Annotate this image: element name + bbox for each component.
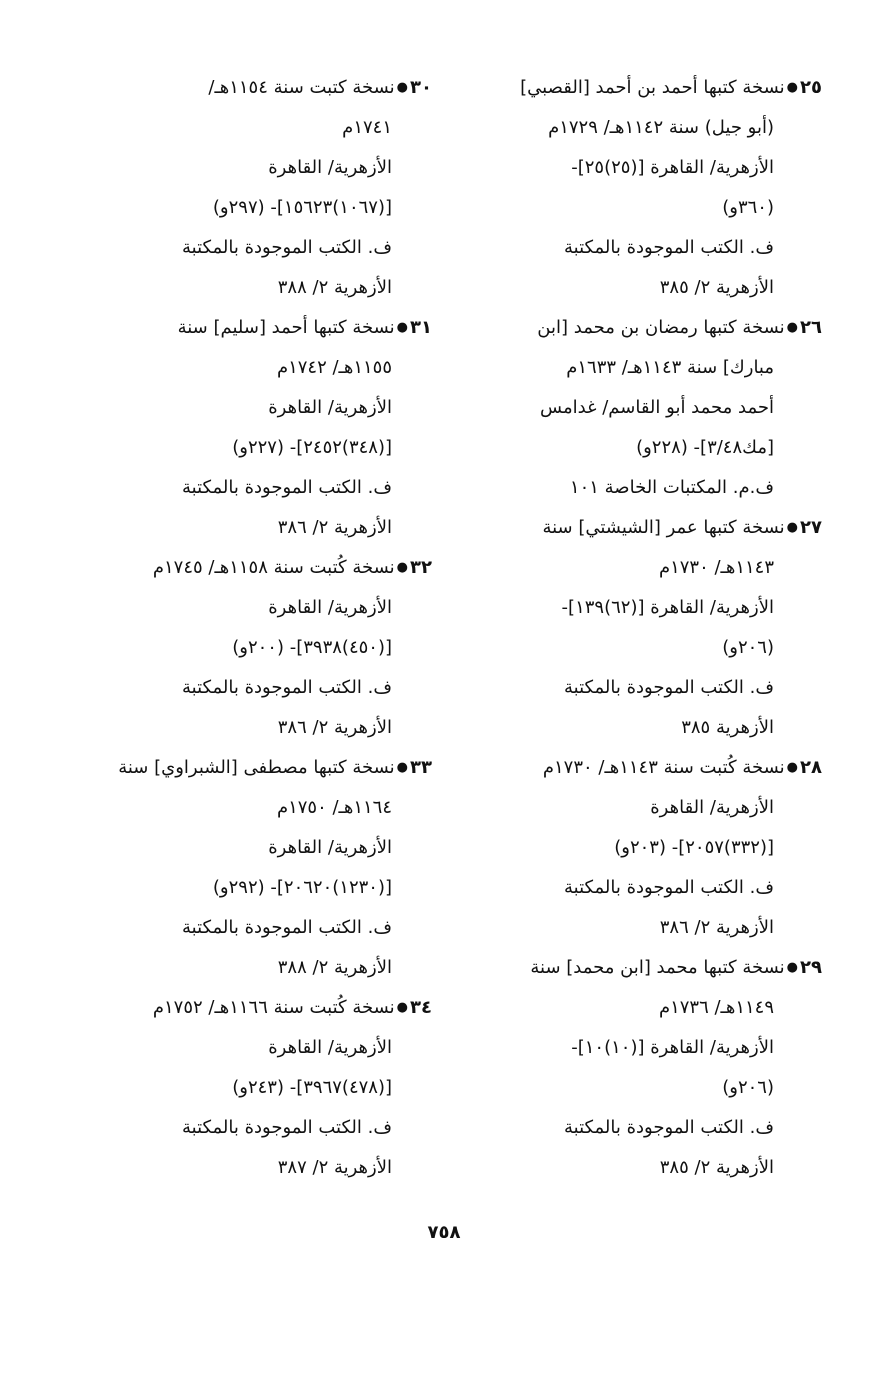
entry-line: أحمد محمد أبو القاسم/ غدامس — [540, 397, 774, 418]
entry-number: ٣٠ — [410, 77, 432, 98]
catalog-entry — [72, 68, 432, 308]
entry-first-line — [452, 508, 822, 548]
entry-text: نسخة كتبها أحمد [سليم] سنة — [177, 317, 395, 338]
entry-first-line — [452, 748, 822, 788]
entry-line: الأزهرية ٢/ ٣٨٦ — [277, 517, 392, 538]
catalog-entry — [72, 988, 432, 1188]
entry-line: ف. الكتب الموجودة بالمكتبة — [182, 237, 392, 258]
bullet-icon: ● — [786, 80, 799, 95]
entry-line: ف. الكتب الموجودة بالمكتبة — [182, 677, 392, 698]
entry-line: الأزهرية ٢/ ٣٨٨ — [277, 277, 392, 298]
bullet-icon: ● — [786, 760, 799, 775]
entry-line: الأزهرية ٢/ ٣٨٥ — [659, 1157, 774, 1178]
entry-first-line — [72, 68, 432, 108]
entry-text: نسخة كتبت سنة ١١٥٤هـ/ — [208, 77, 395, 98]
entry-line: ف. الكتب الموجودة بالمكتبة — [182, 477, 392, 498]
left-column — [72, 68, 432, 1188]
entry-first-line — [72, 548, 432, 588]
entry-number: ٣٤ — [410, 997, 432, 1018]
entry-text: نسخة كُتبت سنة ١١٤٣هـ/ ١٧٣٠م — [542, 757, 785, 778]
entry-line: الأزهرية/ القاهرة — [268, 397, 392, 418]
bullet-icon: ● — [396, 320, 409, 335]
entry-text: نسخة كُتبت سنة ١١٥٨هـ/ ١٧٤٥م — [152, 557, 395, 578]
entry-number: ٢٦ — [800, 317, 822, 338]
entry-first-line — [452, 68, 822, 108]
entry-first-line — [72, 308, 432, 348]
entry-text: نسخة كتبها مصطفى [الشبراوي] سنة — [118, 757, 395, 778]
entry-line: ف. الكتب الموجودة بالمكتبة — [182, 1117, 392, 1138]
bullet-icon: ● — [396, 560, 409, 575]
bullet-icon: ● — [786, 320, 799, 335]
bullet-icon: ● — [396, 760, 409, 775]
bullet-icon: ● — [786, 960, 799, 975]
entry-line: الأزهرية ٢/ ٣٨٥ — [659, 277, 774, 298]
entry-text: نسخة كتبها رمضان بن محمد [ابن — [537, 317, 785, 338]
entry-first-line — [452, 308, 822, 348]
entry-line: ف.م. المكتبات الخاصة ١٠١ — [569, 477, 774, 498]
entry-line: الأزهرية/ القاهرة [(١٠)١٠]- — [571, 1037, 774, 1058]
entry-first-line — [72, 988, 432, 1028]
entry-first-line — [452, 948, 822, 988]
entry-line: [(٤٧٨)٣٩٦٧]- (٢٤٣و) — [232, 1077, 392, 1098]
entry-number: ٣٣ — [410, 757, 432, 778]
entry-line: الأزهرية/ القاهرة — [268, 157, 392, 178]
entry-line: ١١٤٣هـ/ ١٧٣٠م — [658, 557, 774, 578]
entry-line: [(١٠٦٧)١٥٦٢٣]- (٢٩٧و) — [212, 197, 392, 218]
bullet-icon: ● — [396, 1000, 409, 1015]
entry-line: الأزهرية/ القاهرة — [268, 597, 392, 618]
entry-number: ٣١ — [410, 317, 432, 338]
entry-line: (٣٦٠و) — [722, 197, 774, 218]
entry-line: [(٤٥٠)٣٩٣٨]- (٢٠٠و) — [232, 637, 392, 658]
entry-line: الأزهرية ٢/ ٣٨٦ — [277, 717, 392, 738]
entry-first-line — [72, 748, 432, 788]
catalog-entry — [452, 68, 822, 308]
entry-line: الأزهرية/ القاهرة [(٦٢)١٣٩]- — [561, 597, 774, 618]
entry-line: ف. الكتب الموجودة بالمكتبة — [564, 677, 774, 698]
entry-number: ٢٨ — [800, 757, 822, 778]
entry-text: نسخة كتبها عمر [الشيشتي] سنة — [542, 517, 785, 538]
entry-line: الأزهرية ٣٨٥ — [681, 717, 774, 738]
entry-line: [(١٢٣٠)٢٠٦٢٠]- (٢٩٢و) — [212, 877, 392, 898]
entry-line: الأزهرية ٢/ ٣٨٨ — [277, 957, 392, 978]
entry-line: الأزهرية ٢/ ٣٨٧ — [277, 1157, 392, 1178]
entry-line: مبارك] سنة ١١٤٣هـ/ ١٦٣٣م — [566, 357, 774, 378]
entry-line: (٢٠٦و) — [722, 637, 774, 658]
entry-line: ١١٦٤هـ/ ١٧٥٠م — [276, 797, 392, 818]
bullet-icon: ● — [396, 80, 409, 95]
entry-line: ف. الكتب الموجودة بالمكتبة — [564, 1117, 774, 1138]
entry-line: الأزهرية/ القاهرة — [268, 1037, 392, 1058]
catalog-entry — [72, 748, 432, 988]
entry-line: الأزهرية/ القاهرة — [650, 797, 774, 818]
entry-line: الأزهرية/ القاهرة [(٢٥)٢٥]- — [571, 157, 774, 178]
catalog-entry — [452, 308, 822, 508]
entry-line: الأزهرية ٢/ ٣٨٦ — [659, 917, 774, 938]
entry-line: (أبو جيل) سنة ١١٤٢هـ/ ١٧٢٩م — [548, 117, 774, 138]
entry-line: [مك٣/٤٨]- (٢٢٨و) — [636, 437, 774, 458]
entry-text: نسخة كتبها أحمد بن أحمد [القصبي] — [520, 77, 785, 98]
entry-text: نسخة كُتبت سنة ١١٦٦هـ/ ١٧٥٢م — [152, 997, 395, 1018]
entry-number: ٣٢ — [410, 557, 432, 578]
entry-line: ١٧٤١م — [342, 117, 392, 138]
page-number: ٧٥٨ — [427, 1222, 461, 1243]
right-column — [452, 68, 822, 1188]
entry-number: ٢٧ — [800, 517, 822, 538]
entry-line: [(٣٤٨)٢٤٥٢]- (٢٢٧و) — [232, 437, 392, 458]
entry-text: نسخة كتبها محمد [ابن محمد] سنة — [530, 957, 785, 978]
entry-line: ١١٤٩هـ/ ١٧٣٦م — [658, 997, 774, 1018]
entry-number: ٢٥ — [800, 77, 822, 98]
entry-line: ١١٥٥هـ/ ١٧٤٢م — [276, 357, 392, 378]
bullet-icon: ● — [786, 520, 799, 535]
catalog-entry — [452, 748, 822, 948]
catalog-entry — [452, 508, 822, 748]
entry-line: ف. الكتب الموجودة بالمكتبة — [564, 877, 774, 898]
entry-line: ف. الكتب الموجودة بالمكتبة — [564, 237, 774, 258]
entry-line: (٢٠٦و) — [722, 1077, 774, 1098]
catalog-entry — [72, 548, 432, 748]
entry-line: ف. الكتب الموجودة بالمكتبة — [182, 917, 392, 938]
entry-line: الأزهرية/ القاهرة — [268, 837, 392, 858]
catalog-entry — [452, 948, 822, 1188]
entry-number: ٢٩ — [800, 957, 822, 978]
catalog-entry — [72, 308, 432, 548]
entry-line: [(٣٣٢)٢٠٥٧]- (٢٠٣و) — [614, 837, 774, 858]
